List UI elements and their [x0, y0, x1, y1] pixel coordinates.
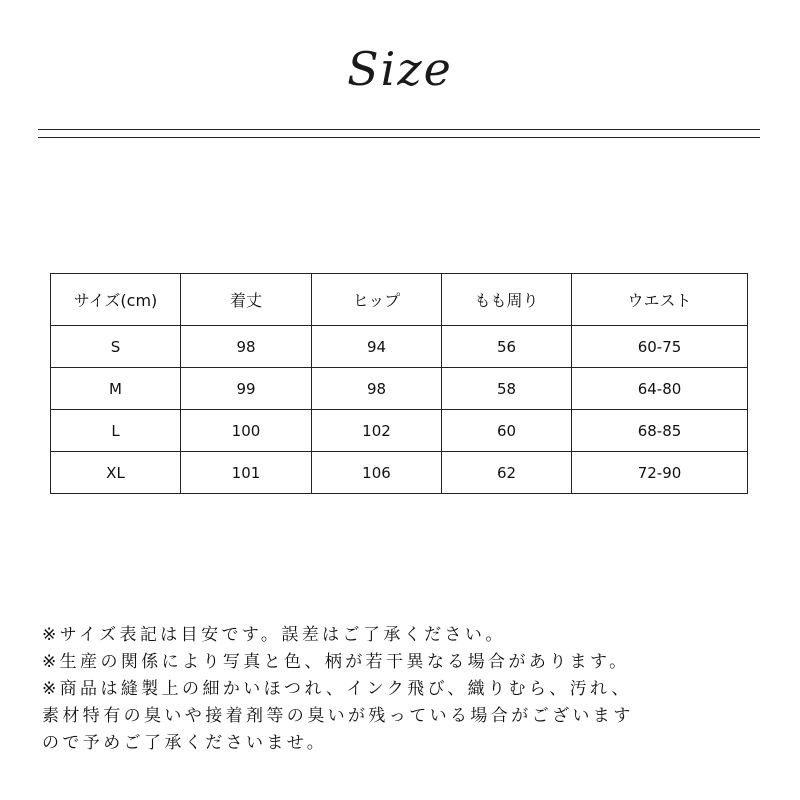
cell-length: 99	[181, 368, 312, 410]
cell-waist: 68-85	[572, 410, 748, 452]
note-line: 素材特有の臭いや接着剤等の臭いが残っている場合がございます	[42, 706, 634, 726]
table-row	[51, 368, 748, 410]
note-line: ※商品は縫製上の細かいほつれ、インク飛び、織りむら、汚れ、	[42, 679, 632, 699]
cell-length: 101	[181, 452, 312, 494]
header-thigh: もも周り	[442, 274, 572, 326]
page-title: Size	[347, 42, 453, 96]
note-line: ので予めご了承くださいませ。	[42, 733, 328, 753]
cell-length: 98	[181, 326, 312, 368]
cell-thigh: 58	[442, 368, 572, 410]
cell-hip: 94	[312, 326, 442, 368]
table-header-row	[51, 274, 748, 326]
cell-size: L	[51, 410, 181, 452]
cell-thigh: 56	[442, 326, 572, 368]
size-table	[50, 273, 748, 494]
cell-hip: 102	[312, 410, 442, 452]
cell-size: S	[51, 326, 181, 368]
note-line: ※サイズ表記は目安です。誤差はご了承ください。	[42, 625, 506, 645]
note-line: ※生産の関係により写真と色、柄が若干異なる場合があります。	[42, 652, 630, 672]
cell-length: 100	[181, 410, 312, 452]
table-row	[51, 410, 748, 452]
cell-size: XL	[51, 452, 181, 494]
cell-waist: 72-90	[572, 452, 748, 494]
notes	[42, 622, 782, 757]
divider-bottom	[38, 137, 760, 138]
cell-size: M	[51, 368, 181, 410]
table-row	[51, 326, 748, 368]
table-row	[51, 452, 748, 494]
header-length: 着丈	[181, 274, 312, 326]
cell-thigh: 62	[442, 452, 572, 494]
divider-top	[38, 129, 760, 130]
cell-hip: 98	[312, 368, 442, 410]
cell-waist: 64-80	[572, 368, 748, 410]
cell-waist: 60-75	[572, 326, 748, 368]
header-hip: ヒップ	[312, 274, 442, 326]
cell-hip: 106	[312, 452, 442, 494]
header-size: サイズ(cm)	[51, 274, 181, 326]
header-waist: ウエスト	[572, 274, 748, 326]
cell-thigh: 60	[442, 410, 572, 452]
